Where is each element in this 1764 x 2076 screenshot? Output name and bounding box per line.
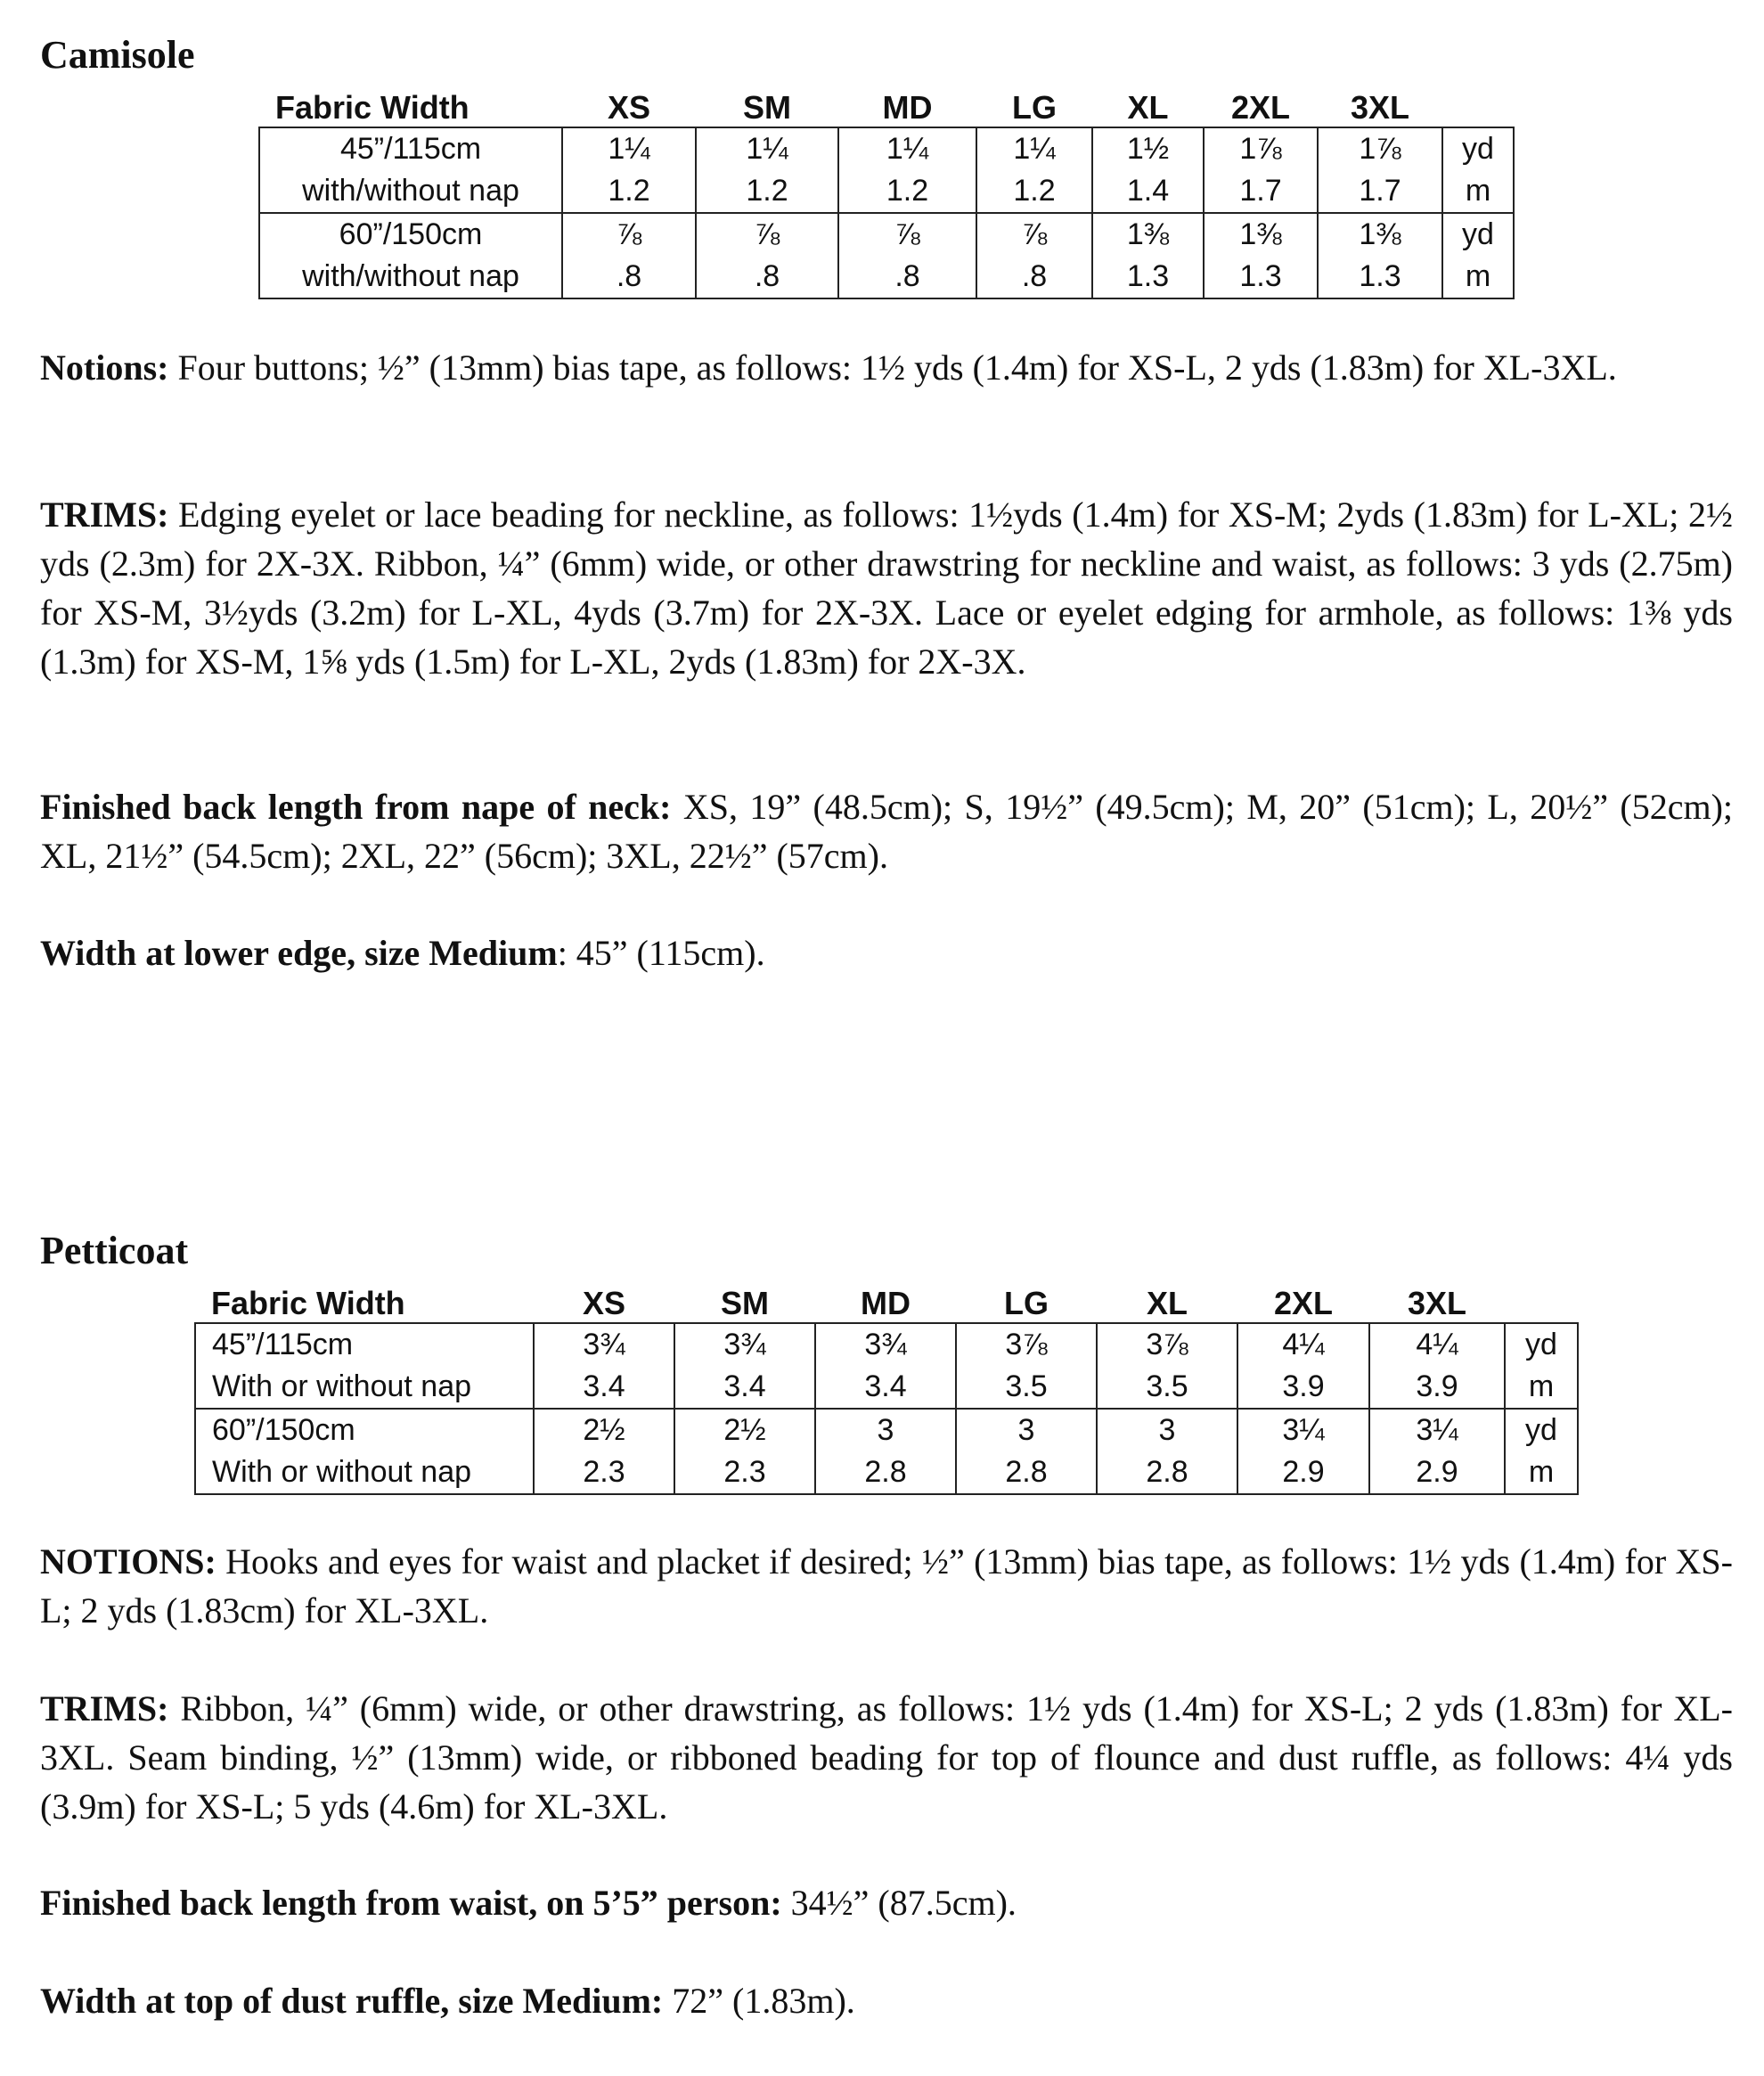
metric-value: 2.3: [723, 1455, 766, 1489]
header-size: MD: [861, 1285, 911, 1321]
metric-value: 1.3: [1359, 259, 1401, 293]
notions-label: Notions:: [40, 347, 169, 388]
fabric-width-label: 45”/115cm: [339, 132, 482, 166]
unit-m: m: [1528, 1369, 1555, 1403]
trims-label: TRIMS:: [40, 494, 169, 535]
camisole-notions: [40, 343, 1733, 392]
metric-value: .8: [754, 259, 780, 293]
yardage-value: 1¼: [1013, 132, 1056, 166]
metric-value: 1.7: [1239, 174, 1282, 208]
header-size: 2XL: [1230, 89, 1291, 126]
metric-value: 3.9: [1416, 1369, 1458, 1403]
yardage-value: ⅞: [894, 217, 920, 251]
header-size: SM: [721, 1285, 769, 1321]
notions-text: Four buttons; ½” (13mm) bias tape, as follows: 1½ yds (1.4m) for XS-L, 2 yds (1.83m) for XL-3XL.: [168, 347, 1617, 388]
metric-value: 2.8: [1146, 1455, 1188, 1489]
length-label: Finished back length from waist, on 5’5” person:: [40, 1883, 782, 1923]
value-cell: [976, 213, 1092, 298]
metric-value: 1.2: [886, 174, 929, 208]
yardage-value: 1⅜: [1239, 217, 1282, 251]
metric-value: 1.3: [1239, 259, 1282, 293]
value-cell: [1204, 127, 1318, 213]
table-header-row: [259, 78, 1514, 127]
fabric-width-cell: [259, 213, 562, 298]
metric-value: 1.3: [1126, 259, 1170, 293]
header-size: XS: [582, 1285, 626, 1321]
metric-value: 3.5: [1146, 1369, 1188, 1403]
unit-cell: [1505, 1409, 1578, 1494]
yardage-value: 3⅞: [1146, 1328, 1188, 1361]
trims-text: Edging eyelet or lace beading for neckline, as follows: 1½yds (1.4m) for XS-M; 2yds (1.83m) for L-XL; 2½ yds (2.3m) for 2X-3X. Ribbon, ¼” (6mm) wide, or other drawstring for neckline and waist, as follows: 3 yds (2.75m) for XS-M, 3½yds (3.2m) for L-XL, 4yds (3.7m) for 2X-3X. Lace or eyelet edging for armhole, as follows: 1⅜ yds (1.3m) for XS-M, 1⅝ yds (1.5m) for L-XL, 2yds (1.83m) for 2X-3X.: [40, 494, 1733, 682]
value-cell: [562, 127, 696, 213]
value-cell: [815, 1409, 956, 1494]
metric-value: 3.4: [864, 1369, 907, 1403]
value-cell: [534, 1409, 674, 1494]
yardage-value: 1⅞: [1239, 132, 1282, 166]
yardage-value: ⅞: [754, 217, 780, 251]
length-text: XS, 19” (48.5cm); S, 19½” (49.5cm); M, 20” (51cm); L, 20½” (52cm); XL, 21½” (54.5cm); 2XL, 22” (56cm); 3XL, 22½” (57cm).: [40, 787, 1733, 876]
yardage-value: 1⅜: [1359, 217, 1401, 251]
metric-value: 3.9: [1282, 1369, 1325, 1403]
value-cell: [976, 127, 1092, 213]
notions-label: NOTIONS:: [40, 1541, 216, 1582]
header-size: XL: [1127, 89, 1169, 126]
trims-label: TRIMS:: [40, 1688, 169, 1729]
header-size: LG: [1012, 89, 1057, 126]
value-cell: [838, 127, 976, 213]
value-cell: [815, 1323, 956, 1409]
unit-cell: [1505, 1323, 1578, 1409]
yardage-value: 2½: [583, 1413, 625, 1447]
yardage-value: 4¼: [1416, 1328, 1458, 1361]
header-size: XS: [607, 89, 651, 126]
metric-value: 1.4: [1126, 174, 1170, 208]
unit-m: m: [1465, 174, 1491, 208]
yardage-value: 3¾: [723, 1328, 766, 1361]
unit-m: m: [1465, 259, 1491, 293]
metric-value: 1.2: [608, 174, 650, 208]
header-fabric-width: Fabric Width: [211, 1285, 405, 1321]
header-size: 3XL: [1350, 89, 1410, 126]
yardage-value: 3¼: [1416, 1413, 1458, 1447]
value-cell: [1092, 127, 1204, 213]
metric-value: 3.4: [723, 1369, 766, 1403]
notions-text: Hooks and eyes for waist and placket if desired; ½” (13mm) bias tape, as follows: 1½ yds (1.4m) for XS-L; 2 yds (1.83cm) for XL-3XL.: [40, 1541, 1733, 1631]
value-cell: [1369, 1409, 1505, 1494]
nap-label: with/without nap: [302, 259, 519, 293]
petticoat-trims: [40, 1684, 1733, 1831]
table-row: [195, 1409, 1578, 1494]
yardage-value: 1¼: [608, 132, 650, 166]
yardage-value: 1⅜: [1126, 217, 1170, 251]
value-cell: [674, 1409, 815, 1494]
yardage-value: 3¾: [864, 1328, 907, 1361]
trims-text: Ribbon, ¼” (6mm) wide, or other drawstring, as follows: 1½ yds (1.4m) for XS-L; 2 yds (1.83m) for XL-3XL. Seam binding, ½” (13mm) wide, or ribboned beading for top of flounce and dust ruffle, as follows: 4¼ yds (3.9m) for XS-L; 5 yds (4.6m) for XL-3XL.: [40, 1688, 1733, 1827]
unit-yd: yd: [1462, 217, 1494, 251]
unit-cell: [1442, 213, 1514, 298]
yardage-value: 1¼: [746, 132, 788, 166]
yardage-value: 4¼: [1282, 1328, 1325, 1361]
fabric-width-cell: [259, 127, 562, 213]
value-cell: [956, 1323, 1097, 1409]
length-label: Finished back length from nape of neck:: [40, 787, 672, 827]
value-cell: [1097, 1409, 1237, 1494]
value-cell: [1204, 213, 1318, 298]
metric-value: 1.7: [1359, 174, 1401, 208]
camisole-fabric-table: [258, 78, 1515, 299]
header-size: SM: [743, 89, 791, 126]
header-size: LG: [1004, 1285, 1049, 1321]
value-cell: [838, 213, 976, 298]
nap-label: With or without nap: [212, 1455, 472, 1489]
width-label: Width at top of dust ruffle, size Medium:: [40, 1981, 664, 2021]
yardage-value: ⅞: [616, 217, 642, 251]
yardage-value: 1½: [1126, 132, 1170, 166]
header-size: 2XL: [1273, 1285, 1334, 1321]
table-header-row: [195, 1274, 1578, 1323]
unit-yd: yd: [1462, 132, 1494, 166]
yardage-value: 3: [1017, 1413, 1035, 1447]
metric-value: 2.9: [1416, 1455, 1458, 1489]
value-cell: [956, 1409, 1097, 1494]
fabric-width-cell: [195, 1409, 534, 1494]
petticoat-fabric-table: [194, 1274, 1579, 1495]
table-row: [259, 127, 1514, 213]
header-size: MD: [882, 89, 933, 126]
metric-value: 1.2: [1013, 174, 1056, 208]
fabric-width-cell: [195, 1323, 534, 1409]
value-cell: [674, 1323, 815, 1409]
metric-value: 2.8: [1005, 1455, 1048, 1489]
camisole-trims: [40, 490, 1733, 686]
metric-value: 3.4: [583, 1369, 625, 1403]
value-cell: [1369, 1323, 1505, 1409]
metric-value: .8: [894, 259, 920, 293]
width-label: Width at lower edge, size Medium: [40, 933, 558, 973]
yardage-value: 3: [1158, 1413, 1176, 1447]
metric-value: 3.5: [1005, 1369, 1048, 1403]
value-cell: [696, 213, 838, 298]
metric-value: 2.9: [1282, 1455, 1325, 1489]
header-size: XL: [1146, 1285, 1188, 1321]
petticoat-title: Petticoat: [40, 1229, 189, 1272]
value-cell: [1092, 213, 1204, 298]
fabric-width-label: 60”/150cm: [339, 217, 483, 251]
table-row: [195, 1323, 1578, 1409]
petticoat-notions: [40, 1537, 1733, 1635]
yardage-value: 1¼: [886, 132, 929, 166]
width-text: : 45” (115cm).: [557, 933, 765, 973]
camisole-length: [40, 782, 1733, 880]
metric-value: .8: [1021, 259, 1048, 293]
unit-m: m: [1528, 1455, 1555, 1489]
yardage-value: 2½: [723, 1413, 766, 1447]
header-size: 3XL: [1407, 1285, 1467, 1321]
metric-value: 1.2: [746, 174, 788, 208]
camisole-title: Camisole: [40, 33, 195, 77]
value-cell: [534, 1323, 674, 1409]
length-text: 34½” (87.5cm).: [781, 1883, 1017, 1923]
width-text: 72” (1.83m).: [663, 1981, 855, 2021]
yardage-value: 3¼: [1282, 1413, 1325, 1447]
metric-value: 2.8: [864, 1455, 907, 1489]
yardage-value: ⅞: [1021, 217, 1048, 251]
value-cell: [1237, 1409, 1369, 1494]
camisole-width: [40, 928, 1733, 977]
value-cell: [1097, 1323, 1237, 1409]
fabric-width-label: 45”/115cm: [212, 1328, 354, 1361]
header-fabric-width: Fabric Width: [275, 89, 470, 126]
petticoat-length: [40, 1878, 1733, 1927]
value-cell: [1318, 127, 1442, 213]
yardage-value: 1⅞: [1359, 132, 1401, 166]
metric-value: .8: [616, 259, 642, 293]
value-cell: [696, 127, 838, 213]
yardage-value: 3⅞: [1005, 1328, 1048, 1361]
yardage-value: 3¾: [583, 1328, 625, 1361]
nap-label: with/without nap: [302, 174, 519, 208]
table-row: [259, 213, 1514, 298]
unit-cell: [1442, 127, 1514, 213]
metric-value: 2.3: [583, 1455, 625, 1489]
value-cell: [1318, 213, 1442, 298]
value-cell: [1237, 1323, 1369, 1409]
petticoat-width: [40, 1976, 1733, 2025]
unit-yd: yd: [1525, 1413, 1557, 1447]
fabric-width-label: 60”/150cm: [212, 1413, 355, 1447]
value-cell: [562, 213, 696, 298]
yardage-value: 3: [877, 1413, 894, 1447]
unit-yd: yd: [1525, 1328, 1557, 1361]
nap-label: With or without nap: [212, 1369, 472, 1403]
